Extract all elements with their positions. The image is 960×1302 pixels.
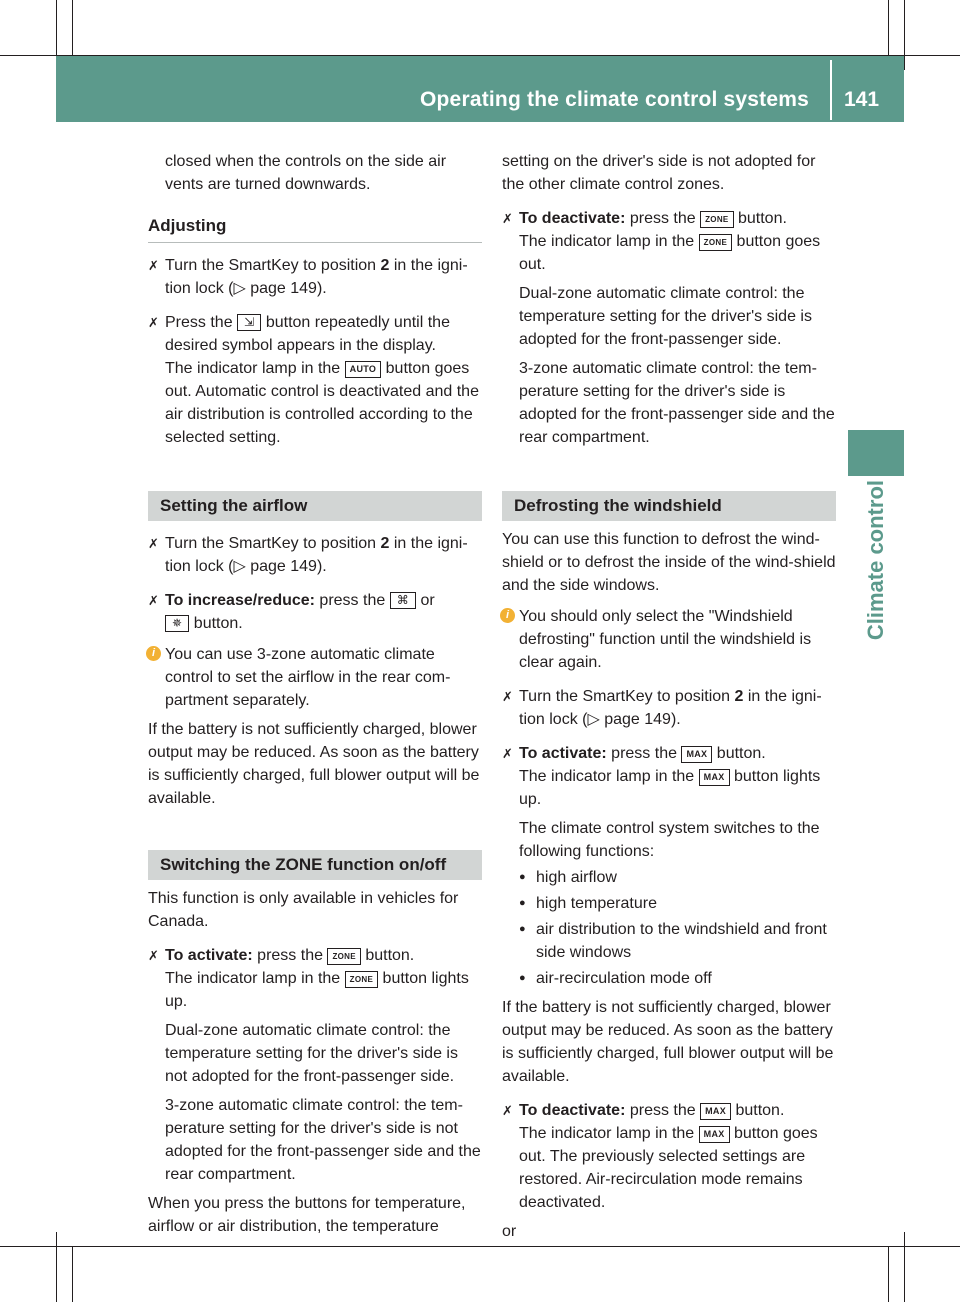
step-text: press the: [625, 1102, 701, 1119]
step-text: button.: [189, 615, 243, 632]
step-text: Turn the SmartKey to position: [519, 688, 735, 705]
step-text: The indicator lamp in the: [519, 768, 699, 785]
step-bold: To activate:: [519, 745, 607, 762]
step-text: button.: [712, 745, 766, 762]
body-text: or: [502, 1223, 517, 1240]
page-number: 141: [844, 88, 880, 111]
section-heading-defrost: Defrosting the windshield: [502, 491, 836, 521]
zone-button-icon: ZONE: [345, 971, 378, 988]
step-bold: To deactivate:: [519, 210, 626, 227]
step-detail: Dual-zone automatic climate control: the temperature setting for the driver's side is adopted for the front-passenger side.: [519, 285, 812, 348]
zone-button-icon: ZONE: [699, 234, 732, 251]
chapter-tab: [848, 430, 904, 476]
step-text: button repeatedly until the desired symbol appears in the display.: [165, 314, 450, 354]
step: [502, 207, 836, 230]
body-text: This function is only available in vehicles for Canada.: [148, 890, 459, 930]
step-text: in the igni-tion lock (▷ page 149).: [165, 257, 468, 297]
crop-mark: [56, 1232, 57, 1302]
right-column: [502, 150, 836, 1243]
step-text: press the: [625, 210, 701, 227]
auto-button-icon: AUTO: [345, 361, 382, 378]
note-text: You should only select the "Windshield defrosting" function until the windshield is clear again.: [519, 608, 812, 671]
step-bold: 2: [380, 535, 390, 552]
crop-mark: [0, 1246, 960, 1247]
info-note: [148, 643, 482, 712]
step-detail: Dual-zone automatic climate control: the temperature setting for the driver's side is not adopted for the front-passenger side.: [165, 1022, 458, 1085]
step: [502, 742, 836, 765]
crop-mark: [904, 0, 905, 70]
step: [148, 944, 482, 967]
section-heading-adjusting: Adjusting: [148, 214, 482, 243]
defrost-max-button-icon: MAX: [699, 769, 730, 786]
step-text: press the: [606, 745, 682, 762]
step-text: Turn the SmartKey to position: [165, 535, 381, 552]
step-bold: 2: [734, 688, 744, 705]
step: [502, 685, 836, 731]
step: [148, 311, 482, 357]
step-text: in the igni-tion lock (▷ page 149).: [165, 535, 468, 575]
bullet-item: ● air-recirculation mode off: [502, 967, 836, 990]
body-text: setting on the driver's side is not adopted for the other climate control zones.: [502, 153, 816, 193]
step-detail: [502, 765, 836, 811]
step-text: The indicator lamp in the: [519, 233, 699, 250]
step-text: The indicator lamp in the: [165, 970, 345, 987]
step-bold: To activate:: [165, 947, 253, 964]
step-detail: [148, 357, 482, 449]
bullet-item: ● high airflow: [502, 866, 836, 889]
step-detail: [502, 230, 836, 276]
step-detail: [148, 967, 482, 1013]
zone-button-icon: ZONE: [700, 211, 733, 228]
body-text: When you press the buttons for temperature, airflow or air distribution, the temperature: [148, 1195, 466, 1235]
step-text: button goes out. Automatic control is deactivated and the air distribution is controlled according to the selected setting.: [165, 360, 479, 446]
section-heading-airflow: Setting the airflow: [148, 491, 482, 521]
section-heading-zone: Switching the ZONE function on/off: [148, 850, 482, 880]
step-text: The indicator lamp in the: [165, 360, 345, 377]
step-text: button goes out.: [519, 233, 821, 273]
intro-text: closed when the controls on the side air vents are turned downwards.: [165, 153, 447, 193]
step: [148, 532, 482, 578]
info-icon: i: [146, 646, 161, 661]
step-text: button.: [731, 1102, 785, 1119]
chapter-label-text: Climate control: [863, 480, 888, 641]
step-text: button lights up.: [519, 768, 821, 808]
step: [148, 254, 482, 300]
step-bold: To increase/reduce:: [165, 592, 315, 609]
crop-mark: [888, 1246, 889, 1302]
crop-mark: [904, 1232, 905, 1302]
step-text: in the igni-tion lock (▷ page 149).: [519, 688, 822, 728]
chapter-label: [848, 480, 904, 670]
step-text: Turn the SmartKey to position: [165, 257, 381, 274]
page-header-title: Operating the climate control systems: [420, 88, 810, 111]
body-text: If the battery is not sufficiently charged, blower output may be reduced. As soon as the battery is sufficiently charged, full blower output will be available.: [502, 999, 834, 1085]
bullet-item: ● air distribution to the windshield and front side windows: [502, 918, 836, 964]
step: [502, 1099, 836, 1122]
step-detail: 3-zone automatic climate control: the tem-perature setting for the driver's side is not adopted for the front-passenger side and the rear compartment.: [165, 1097, 481, 1183]
step-text: press the: [314, 592, 390, 609]
step: [148, 589, 482, 635]
body-text: You can use this function to defrost the wind-shield or to defrost the inside of the wind-shield and the side windows.: [502, 531, 836, 594]
step-text: button.: [360, 947, 415, 964]
crop-mark: [888, 0, 889, 56]
note-text: You can use 3-zone automatic climate control to set the airflow in the rear com-partment separately.: [165, 646, 451, 709]
defrost-max-button-icon: MAX: [699, 1126, 730, 1143]
step-bold: 2: [380, 257, 390, 274]
info-note: [502, 605, 836, 674]
step-detail: The climate control system switches to the following functions:: [519, 820, 820, 860]
left-column: [148, 150, 482, 1238]
defrost-max-button-icon: MAX: [700, 1103, 731, 1120]
step-detail: 3-zone automatic climate control: the tem-perature setting for the driver's side is adopted for the front-passenger side and the rear compartment.: [519, 360, 835, 446]
crop-mark: [72, 1246, 73, 1302]
header-divider: [830, 60, 832, 120]
zone-button-icon: ZONE: [327, 948, 360, 965]
step-text: button lights up.: [165, 970, 469, 1010]
crop-mark: [72, 0, 73, 56]
body-text: If the battery is not sufficiently charged, blower output may be reduced. As soon as the battery is sufficiently charged, full blower output will be available.: [148, 721, 480, 807]
step-text: button goes out. The previously selected settings are restored. Air-recirculation mode remains deactivated.: [519, 1125, 818, 1211]
info-icon: i: [500, 608, 515, 623]
step-bold: To deactivate:: [519, 1102, 626, 1119]
step-text: or: [416, 592, 435, 609]
step-text: The indicator lamp in the: [519, 1125, 699, 1142]
airflow-reduce-icon: ✵: [165, 615, 189, 632]
airflow-increase-icon: ⌘: [390, 592, 416, 609]
air-distribution-button-icon: ⇲: [237, 314, 261, 331]
defrost-max-button-icon: MAX: [681, 746, 712, 763]
step-text: button.: [733, 210, 787, 227]
bullet-item: ● high temperature: [502, 892, 836, 915]
step-text: press the: [252, 947, 328, 964]
step-detail: [502, 1122, 836, 1214]
step-text: Press the: [165, 314, 238, 331]
